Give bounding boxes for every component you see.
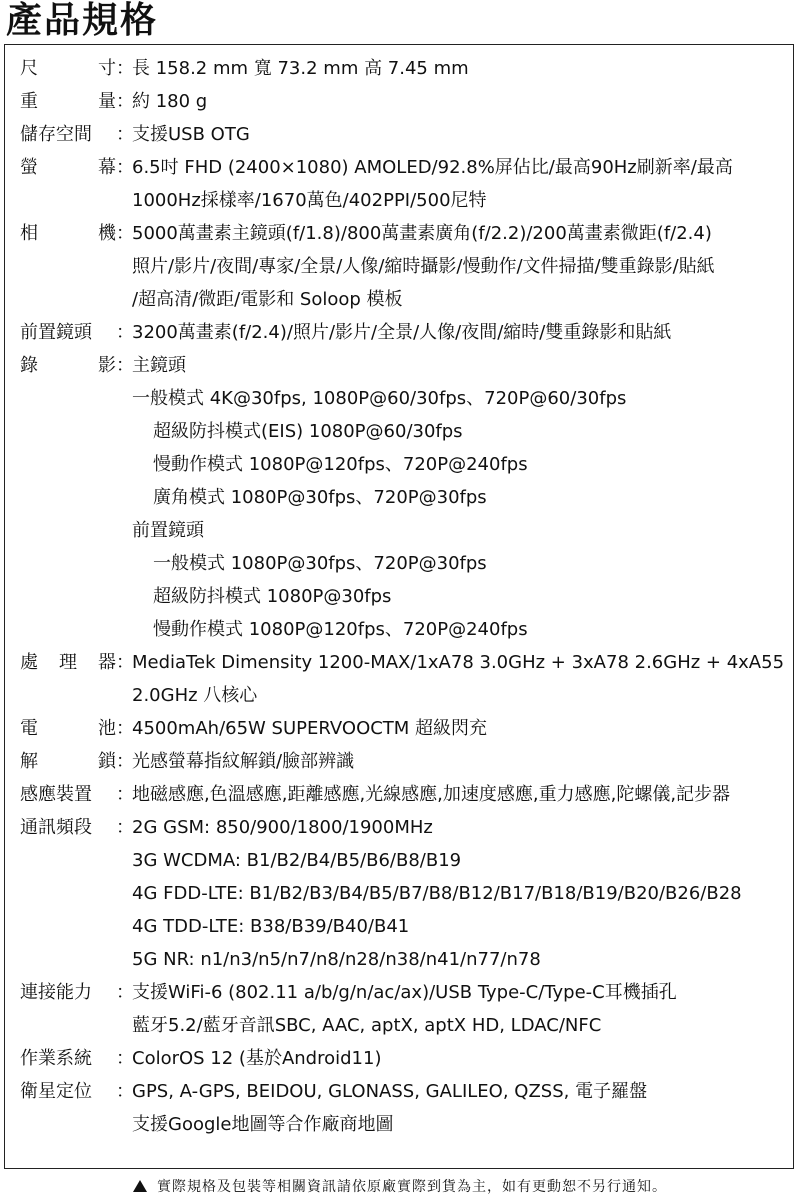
spec-value-line: 4G TDD-LTE: B38/B39/B40/B41	[132, 916, 410, 937]
spec-label-part: 儲存空間	[20, 124, 92, 145]
spec-row	[20, 712, 790, 745]
spec-colon: ：	[116, 784, 134, 805]
spec-row	[20, 316, 790, 349]
spec-label	[20, 712, 116, 745]
spec-value-line: 超級防抖模式(EIS) 1080P@60/30fps	[153, 421, 463, 442]
spec-value-line: ColorOS 12 (基於Android11)	[132, 1048, 382, 1069]
spec-label-part: 連接能力	[20, 982, 92, 1003]
spec-value-line: 3G WCDMA: B1/B2/B4/B5/B6/B8/B19	[132, 850, 462, 871]
spec-value-line: MediaTek Dimensity 1200-MAX/1xA78 3.0GHz + 3xA78 2.6GHz + 4xA55	[132, 652, 785, 673]
spec-row	[20, 976, 790, 1042]
spec-row	[20, 85, 790, 118]
spec-label-part: 機	[98, 223, 116, 244]
spec-label	[20, 778, 116, 811]
spec-value-line: 一般模式 1080P@30fps、720P@30fps	[153, 553, 487, 574]
spec-label	[20, 349, 116, 382]
spec-label-part: 量	[98, 91, 116, 112]
spec-colon: ：	[116, 751, 134, 772]
spec-values	[132, 712, 790, 745]
spec-list	[20, 52, 790, 1141]
spec-values	[132, 976, 790, 1042]
spec-colon: ：	[116, 223, 134, 244]
spec-values	[132, 316, 790, 349]
spec-value-line: 前置鏡頭	[132, 520, 204, 541]
spec-row	[20, 778, 790, 811]
spec-value-line: 3200萬畫素(f/2.4)/照片/影片/全景/人像/夜間/縮時/雙重錄影和貼紙	[132, 322, 672, 343]
spec-label	[20, 646, 116, 679]
spec-label	[20, 85, 116, 118]
footer-text: 實際規格及包裝等相關資訊請依原廠實際到貨為主，如有更動恕不另行通知。	[157, 1179, 667, 1195]
spec-value-line: GPS, A-GPS, BEIDOU, GLONASS, GALILEO, QZSS, 電子羅盤	[132, 1081, 648, 1102]
spec-value-line: 支援USB OTG	[132, 124, 250, 145]
spec-value-line: 光感螢幕指紋解鎖/臉部辨識	[132, 751, 355, 772]
spec-values	[132, 778, 790, 811]
spec-colon: ：	[116, 718, 134, 739]
spec-value-line: 慢動作模式 1080P@120fps、720P@240fps	[153, 454, 528, 475]
spec-value-line: 主鏡頭	[132, 355, 186, 376]
spec-label	[20, 217, 116, 250]
spec-label-part: 解	[20, 751, 38, 772]
spec-values	[132, 1042, 790, 1075]
spec-row	[20, 745, 790, 778]
spec-row	[20, 217, 790, 316]
spec-colon: ：	[116, 355, 134, 376]
spec-label-part: 理	[59, 652, 77, 673]
spec-value-line: 1000Hz採樣率/1670萬色/402PPI/500尼特	[132, 190, 487, 211]
spec-value-line: 2G GSM: 850/900/1800/1900MHz	[132, 817, 433, 838]
spec-value-line: 長 158.2 mm 寬 73.2 mm 高 7.45 mm	[132, 58, 469, 79]
spec-value-line: 超級防抖模式 1080P@30fps	[153, 586, 392, 607]
spec-label-part: 通訊頻段	[20, 817, 92, 838]
spec-label-part: 寸	[98, 58, 116, 79]
footer-note	[0, 1172, 800, 1200]
spec-value-line: 5000萬畫素主鏡頭(f/1.8)/800萬畫素廣角(f/2.2)/200萬畫素微距(f/2.4)	[132, 223, 712, 244]
spec-values	[132, 151, 790, 217]
spec-label-part: 影	[98, 355, 116, 376]
spec-value-line: 廣角模式 1080P@30fps、720P@30fps	[153, 487, 487, 508]
spec-values	[132, 349, 790, 646]
spec-label-part: 錄	[20, 355, 38, 376]
spec-label	[20, 118, 116, 151]
spec-value-line: 2.0GHz 八核心	[132, 685, 258, 706]
spec-label-part: 螢	[20, 157, 38, 178]
spec-label-part: 感應裝置	[20, 784, 92, 805]
spec-value-line: 4500mAh/65W SUPERVOOCTM 超級閃充	[132, 718, 488, 739]
spec-label-part: 處	[20, 652, 38, 673]
spec-value-line: 5G NR: n1/n3/n5/n7/n8/n28/n38/n41/n77/n78	[132, 949, 541, 970]
spec-label	[20, 811, 116, 844]
spec-row	[20, 349, 790, 646]
spec-label-part: 重	[20, 91, 38, 112]
spec-label-part: 尺	[20, 58, 38, 79]
spec-value-line: 一般模式 4K@30fps, 1080P@60/30fps、720P@60/30fps	[132, 388, 627, 409]
spec-colon: ：	[116, 652, 134, 673]
spec-label-part: 電	[20, 718, 38, 739]
spec-value-line: 支援WiFi-6 (802.11 a/b/g/n/ac/ax)/USB Type-C/Type-C耳機插孔	[132, 982, 677, 1003]
spec-label-part: 池	[98, 718, 116, 739]
spec-colon: ：	[116, 817, 134, 838]
spec-label	[20, 1042, 116, 1075]
spec-colon: ：	[116, 1048, 134, 1069]
spec-values	[132, 745, 790, 778]
spec-values	[132, 118, 790, 151]
spec-values	[132, 52, 790, 85]
spec-colon: ：	[116, 58, 134, 79]
spec-row	[20, 52, 790, 85]
spec-label	[20, 151, 116, 184]
spec-label-part: 相	[20, 223, 38, 244]
spec-row	[20, 646, 790, 712]
spec-label	[20, 1075, 116, 1108]
spec-value-line: 6.5吋 FHD (2400×1080) AMOLED/92.8%屏佔比/最高90Hz刷新率/最高	[132, 157, 733, 178]
spec-row	[20, 1075, 790, 1141]
spec-label-part: 鎖	[98, 751, 116, 772]
spec-values	[132, 217, 790, 316]
spec-values	[132, 646, 790, 712]
spec-colon: ：	[116, 91, 134, 112]
spec-row	[20, 151, 790, 217]
spec-value-line: 照片/影片/夜間/專家/全景/人像/縮時攝影/慢動作/文件掃描/雙重錄影/貼紙	[132, 256, 715, 277]
spec-value-line: 藍牙5.2/藍牙音訊SBC, AAC, aptX, aptX HD, LDAC/NFC	[132, 1015, 602, 1036]
spec-value-line: 慢動作模式 1080P@120fps、720P@240fps	[153, 619, 528, 640]
spec-values	[132, 1075, 790, 1141]
spec-label-part: 作業系統	[20, 1048, 92, 1069]
spec-row	[20, 1042, 790, 1075]
spec-value-line: 4G FDD-LTE: B1/B2/B3/B4/B5/B7/B8/B12/B17/B18/B19/B20/B26/B28	[132, 883, 742, 904]
page-title: 產品規格	[6, 0, 159, 41]
spec-colon: ：	[116, 157, 134, 178]
spec-row	[20, 811, 790, 976]
spec-value-line: /超高清/微距/電影和 Soloop 模板	[132, 289, 403, 310]
spec-label-part: 前置鏡頭	[20, 322, 92, 343]
spec-label	[20, 52, 116, 85]
spec-row	[20, 118, 790, 151]
spec-value-line: 約 180 g	[132, 91, 208, 112]
spec-label-part: 器	[98, 652, 116, 673]
spec-label	[20, 316, 116, 349]
spec-label-part: 幕	[98, 157, 116, 178]
spec-colon: ：	[116, 322, 134, 343]
spec-label-part: 衛星定位	[20, 1081, 92, 1102]
spec-label	[20, 745, 116, 778]
warning-triangle-icon	[133, 1180, 147, 1192]
spec-colon: ：	[116, 982, 134, 1003]
spec-value-line: 地磁感應,色溫感應,距離感應,光線感應,加速度感應,重力感應,陀螺儀,記步器	[132, 784, 731, 805]
spec-value-line: 支援Google地圖等合作廠商地圖	[132, 1114, 394, 1135]
spec-values	[132, 85, 790, 118]
spec-colon: ：	[116, 124, 134, 145]
spec-colon: ：	[116, 1081, 134, 1102]
spec-label	[20, 976, 116, 1009]
spec-values	[132, 811, 790, 976]
